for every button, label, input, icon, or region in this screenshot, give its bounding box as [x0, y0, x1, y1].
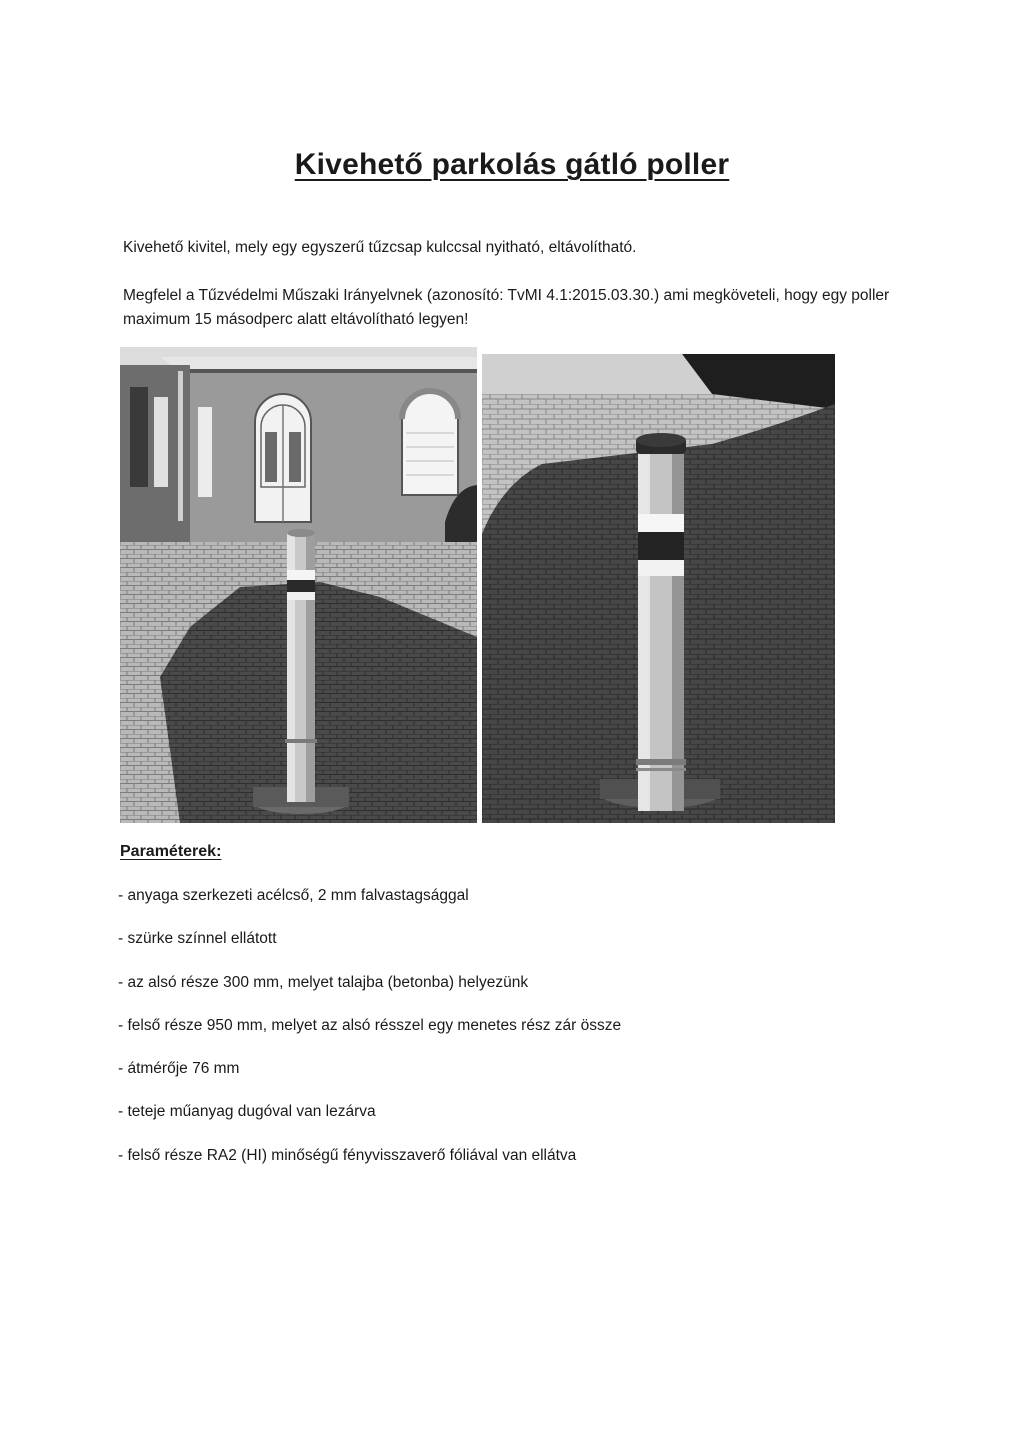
bollard-photo-building — [120, 347, 477, 823]
description-paragraph: Kivehető kivitel, mely egy egyszerű tűzcsap kulccsal nyitható, eltávolítható. — [123, 239, 637, 256]
bollard-photo-closeup — [482, 354, 835, 823]
list-item: - felső része 950 mm, melyet az alsó résszel egy menetes rész zár össze — [118, 1016, 622, 1034]
document-title: Kivehető parkolás gátló poller — [294, 148, 730, 182]
parameters-heading: Paraméterek: — [120, 843, 222, 860]
list-item: - átmérője 76 mm — [118, 1060, 240, 1078]
list-item: - teteje műanyag dugóval van lezárva — [118, 1103, 376, 1121]
list-item: - anyaga szerkezeti acélcső, 2 mm falvastagsággal — [118, 887, 469, 904]
photo-row — [120, 347, 835, 823]
list-item: - szürke színnel ellátott — [118, 930, 277, 948]
regulation-paragraph: Megfelel a Tűzvédelmi Műszaki Irányelvnek (azonosító: TvMI 4.1:2015.03.30.) ami megköveteli, hogy egy poller maximum 15 másodperc alatt eltávolítható legyen! — [123, 287, 890, 328]
list-item: - felső része RA2 (HI) minőségű fényvisszaverő fóliával van ellátva — [118, 1146, 577, 1164]
parameters-list — [118, 884, 878, 1187]
list-item: - az alsó része 300 mm, melyet talajba (betonba) helyezünk — [118, 973, 529, 991]
